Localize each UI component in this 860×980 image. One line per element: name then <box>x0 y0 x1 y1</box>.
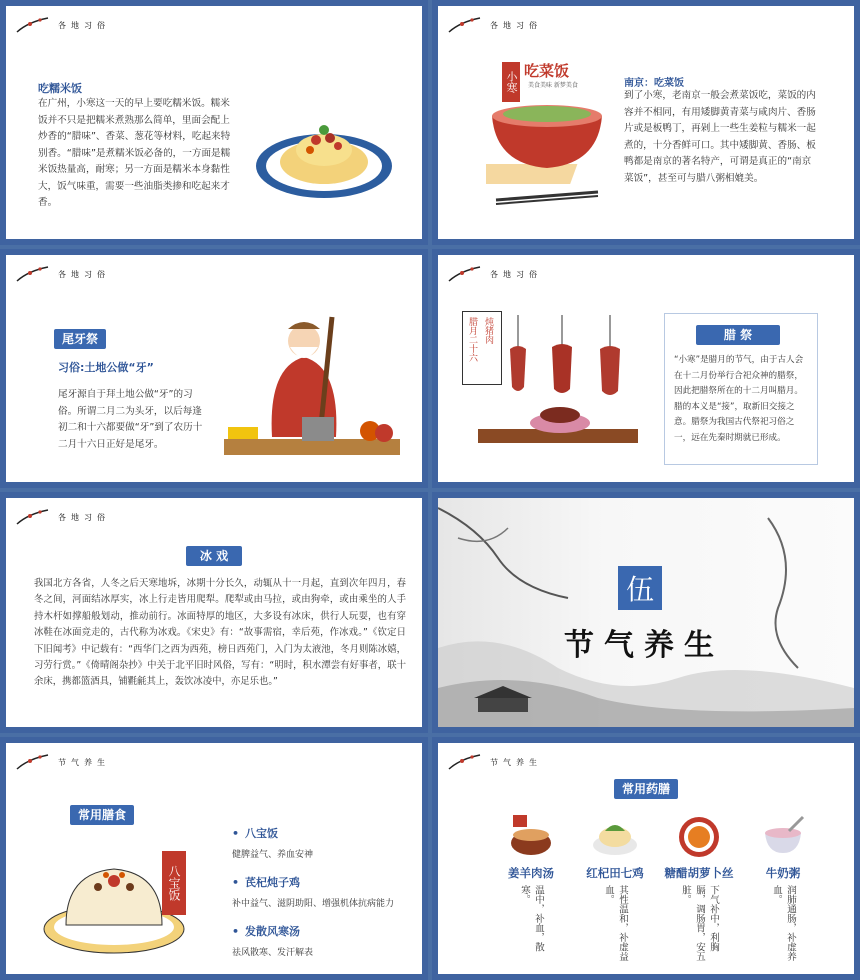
section-title: 节气养生 <box>564 628 724 663</box>
ink-landscape-illustration <box>438 498 854 727</box>
food-name: 姜羊肉汤 <box>508 866 554 880</box>
slide-subtitle: 习俗:土地公做“牙” <box>58 361 154 374</box>
item-desc: 补中益气、滋阴助阳、增强机体抗病能力 <box>232 899 395 909</box>
slide-ice-games[interactable] <box>0 492 428 733</box>
tag-la: 腊 祭 <box>696 325 780 345</box>
diet-list <box>232 825 394 958</box>
tag-diet: 常用膳食 <box>70 805 134 825</box>
food-name: 红杞田七鸡 <box>586 866 644 880</box>
plum-branch-icon <box>16 506 50 528</box>
plum-branch-icon <box>448 751 482 773</box>
chicken-dish-icon <box>591 813 639 857</box>
slide-weiya-festival[interactable] <box>0 249 428 488</box>
plum-branch-icon <box>16 751 50 773</box>
item-name: 八宝饭 <box>245 827 279 840</box>
earth-god-illustration <box>224 307 404 467</box>
food-desc: 下气补中，利胸膈，调肠胃，安五脏。 <box>680 885 719 961</box>
slide-section-health[interactable] <box>432 492 860 733</box>
corner-logo <box>16 506 110 528</box>
milk-porridge-icon <box>759 813 807 857</box>
corner-logo <box>448 263 542 285</box>
food-name: 牛奶粥 <box>765 866 801 880</box>
list-item: • 芪杞炖子鸡 补中益气、滋阴助阳、增强机体抗病能力 <box>232 876 395 909</box>
food-name: 糖醋胡萝卜丝 <box>664 866 734 880</box>
list-item: • 发散风寒汤 祛风散寒、发汗解表 <box>232 923 394 958</box>
badge-small: 小寒 <box>502 62 520 102</box>
plum-branch-icon <box>16 14 50 36</box>
badge-big: 吃菜饭 <box>524 62 570 80</box>
dish-label: 八宝饭 <box>162 851 186 915</box>
corner-logo <box>16 751 110 773</box>
section-header-text: 各地习俗 <box>490 269 542 279</box>
slide-common-diet[interactable] <box>0 737 428 980</box>
food-item <box>576 813 654 965</box>
section-header-text: 各地习俗 <box>58 512 110 522</box>
food-desc: 润肺通肠，补虚养血。 <box>771 885 796 961</box>
slide-body: 尾牙源自于拜土地公做“牙”的习俗。所谓二月二为头牙，以后每逢初二和十六都要做“牙”到了农历十二月十六日正好是尾牙。 <box>58 389 203 450</box>
tag-ice: 冰 戏 <box>186 546 242 566</box>
slide-title: 吃糯米饭 <box>38 82 82 95</box>
slide-medicinal-diet[interactable] <box>432 737 860 980</box>
lamb-soup-pot-icon <box>507 813 555 857</box>
vertical-label-date: 腊月二十六 <box>467 317 477 362</box>
plum-branch-icon <box>448 14 482 36</box>
food-item <box>492 813 570 965</box>
vertical-label-dish: 炖猪肉 <box>483 317 493 344</box>
food-item <box>660 813 738 965</box>
slide-la-sacrifice[interactable] <box>432 249 860 488</box>
tag-weiya: 尾牙祭 <box>54 329 106 349</box>
slide-nanjing-rice[interactable] <box>432 0 860 245</box>
tag-medicinal: 常用药膳 <box>614 779 678 799</box>
section-header-text: 节气养生 <box>490 757 542 767</box>
slide-glutinous-rice[interactable] <box>0 0 428 245</box>
corner-logo <box>16 14 110 36</box>
food-desc: 温中，补血，散寒。 <box>519 885 544 952</box>
corner-logo <box>448 14 542 36</box>
item-desc: 健脾益气、养血安神 <box>232 850 314 860</box>
carrot-dish-icon <box>675 813 723 857</box>
list-item: • 八宝饭 健脾益气、养血安神 <box>232 825 394 860</box>
section-header-text: 各地习俗 <box>490 20 542 30</box>
corner-logo <box>448 751 542 773</box>
section-header-text: 各地习俗 <box>58 269 110 279</box>
slide-body: 在广州，小寒这一天的早上要吃糯米饭。糯米饭并不只是把糯米煮熟那么简单，里面会配上炒香的“腊味”、香菜、葱花等材料，吃起来特别香。“腊味”是煮糯米饭必备的，一方面是糯米饭热量高，耐寒；另一方面是糯米本身黏性大，饭气味重，需要一些油脂类掺和吃起来才香。 <box>38 98 231 208</box>
slide-body: 到了小寒，老南京一般会煮菜饭吃，菜饭的内容并不相同，有用矮脚黄青菜与咸肉片、香肠片或是板鸭丁，再剁上一些生姜粒与糯米一起煮的，十分香鲜可口。其中矮脚黄、香肠、板鸭都是南京的著名特产，可谓是真正的“南京菜饭”，甚至可与腊八粥相媲美。 <box>624 90 816 184</box>
plum-branch-icon <box>16 263 50 285</box>
cured-meat-illustration <box>470 299 656 459</box>
rice-bowl-illustration <box>486 102 608 206</box>
section-header-text: 节气养生 <box>58 757 110 767</box>
food-item <box>744 813 822 965</box>
badge-sub: 美食美味 新梦美食 <box>528 82 578 89</box>
item-desc: 祛风散寒、发汗解表 <box>232 948 314 958</box>
food-desc: 其性温和，补虚益血。 <box>603 885 628 961</box>
slide-title: 南京：吃菜饭 <box>624 78 684 89</box>
corner-logo <box>16 263 110 285</box>
item-name: 发散风寒汤 <box>245 925 301 938</box>
slide-body: “小寒”是腊月的节气，由于古人会在十二月份举行合祀众神的腊祭，因此把腊祭所在的十二月叫腊月。腊的本义是“接”，取新旧交接之意。腊祭为我国古代祭祀习俗之一，远在先秦时期就已形成。 <box>674 355 804 443</box>
item-name: 芪杞炖子鸡 <box>245 876 301 889</box>
rice-plate-illustration <box>254 110 394 202</box>
section-number-box: 伍 <box>618 566 662 610</box>
plum-branch-icon <box>448 263 482 285</box>
slide-body: 我国北方各省，人冬之后天寒地坼，冰期十分长久，动辄从十一月起，直到次年四月，春冬之间，河面结冰厚实，冰上行走皆用爬犁。爬犁或由马拉，或由狗牵，或由乘坐的人手持木杆如撑船般划动，推动前行。冰面特厚的地区，大多设有冰床，供行人玩耍，也有穿冰鞋在冰面竞走的，古代称为冰戏。《宋史》有：“故事需宿，幸后苑，作冰戏。”《钦定日下旧闻考》中记载有：“西华门之西为西苑，榜日西苑门，入门为太液池，冬月则陈冰嬉，习劳行赏。”《倚晴阁杂抄》中关于北平旧时风俗，写有：“明时，积水潭尝有好事者，联十余床，携都篮酒具，铺氍毹其上，轰饮冰凌中，亦足乐也。” <box>34 578 406 688</box>
section-header-text: 各地习俗 <box>58 20 110 30</box>
